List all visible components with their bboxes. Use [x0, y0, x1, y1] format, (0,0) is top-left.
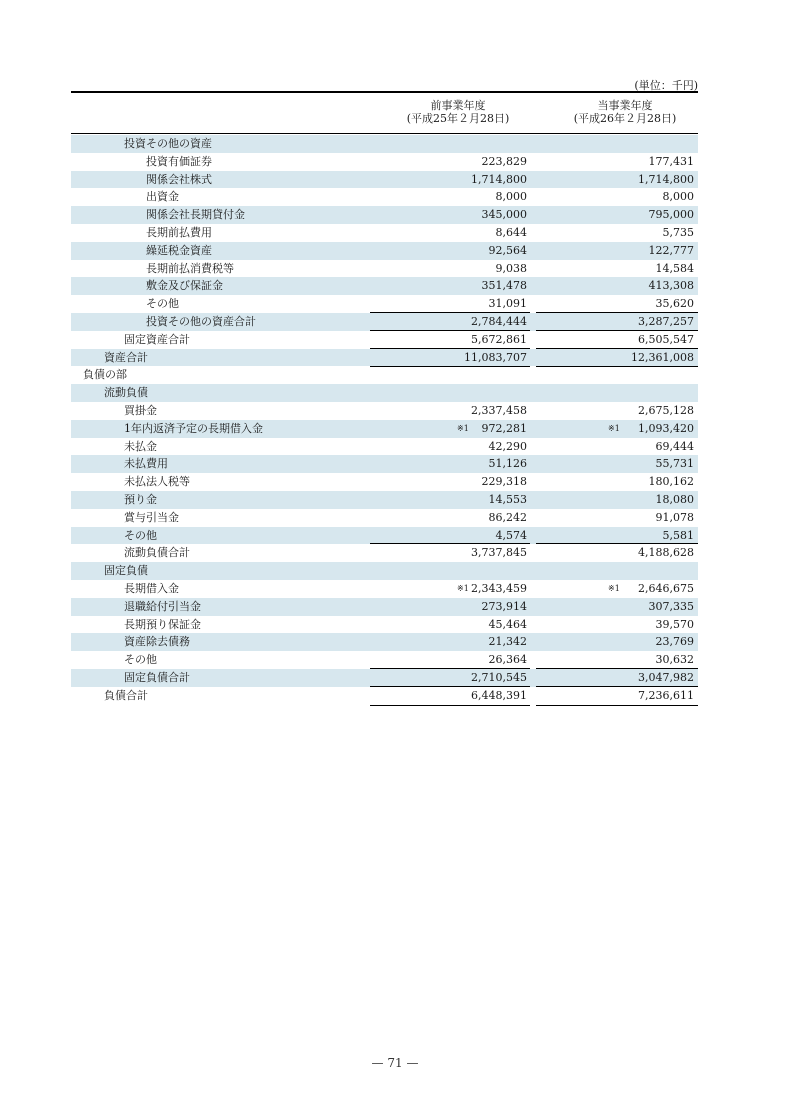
- row-label: 関係会社株式: [146, 172, 212, 186]
- row-label: 敷金及び保証金: [146, 279, 223, 293]
- row-label: 預り金: [124, 492, 157, 506]
- prior-year-value: 21,342: [488, 635, 527, 649]
- table-row: [71, 402, 698, 420]
- header-prior-year-title: 前事業年度: [430, 99, 486, 112]
- table-row: [71, 366, 698, 384]
- table-row: [71, 420, 698, 438]
- table-row: [71, 473, 698, 491]
- prior-year-value: 9,038: [495, 261, 527, 275]
- current-year-value: 2,646,675: [638, 581, 694, 595]
- prior-year-value: 972,281: [481, 421, 527, 435]
- prior-year-value: 86,242: [488, 510, 527, 524]
- table-row: [71, 544, 698, 562]
- current-year-value: 8,000: [662, 190, 694, 204]
- row-label: 固定資産合計: [124, 332, 190, 346]
- current-year-value: 7,236,611: [638, 688, 694, 702]
- row-label: 長期預り保証金: [124, 617, 201, 631]
- row-label: 関係会社長期貸付金: [146, 208, 245, 222]
- prior-year-value: 2,710,545: [471, 670, 527, 684]
- header-prior-year-date: (平成25年２月28日): [406, 112, 510, 125]
- prior-year-value: 229,318: [481, 475, 527, 489]
- header-bottom-rule: [71, 133, 698, 134]
- current-year-value: 12,361,008: [631, 350, 694, 364]
- current-year-value: 122,777: [648, 243, 694, 257]
- table-row: [71, 295, 698, 313]
- table-row: [71, 580, 698, 598]
- current-year-value: 91,078: [655, 510, 694, 524]
- header-current-year: [555, 99, 695, 125]
- footnote-marker: ※1: [457, 583, 469, 593]
- table-row: [71, 598, 698, 616]
- footnote-marker: ※1: [608, 423, 620, 433]
- current-year-value: 2,675,128: [638, 403, 694, 417]
- prior-year-value: 11,083,707: [464, 350, 527, 364]
- header-prior-year: [388, 99, 528, 125]
- prior-year-value: 273,914: [481, 599, 527, 613]
- table-row: [71, 331, 698, 349]
- table-row: [71, 455, 698, 473]
- prior-year-value: 8,000: [495, 190, 527, 204]
- section-label: 流動負債: [104, 386, 148, 400]
- table-row: [71, 509, 698, 527]
- row-label: 固定負債合計: [124, 670, 190, 684]
- prior-year-value: 14,553: [488, 492, 527, 506]
- row-label: 投資その他の資産: [124, 137, 212, 150]
- current-year-value: 795,000: [648, 208, 694, 222]
- footnote-marker: ※1: [608, 583, 620, 593]
- prior-year-value: 45,464: [488, 617, 527, 631]
- prior-year-value: 42,290: [488, 439, 527, 453]
- prior-year-value: 345,000: [481, 208, 527, 222]
- current-year-value: 307,335: [648, 599, 694, 613]
- row-label: 長期借入金: [124, 581, 179, 595]
- prior-year-value: 2,343,459: [471, 581, 527, 595]
- table-row: [71, 562, 698, 580]
- current-year-value: 3,047,982: [638, 670, 694, 684]
- prior-year-value: 6,448,391: [471, 688, 527, 702]
- table-row: [71, 135, 698, 153]
- current-year-value: 6,505,547: [638, 332, 694, 346]
- current-year-value: 18,080: [655, 492, 694, 506]
- row-label: 1年内返済予定の長期借入金: [124, 421, 263, 435]
- table-row: [71, 651, 698, 669]
- current-year-value: 39,570: [655, 617, 694, 631]
- page-number: — 71 —: [371, 1056, 419, 1070]
- row-label: 長期前払費用: [146, 225, 212, 239]
- prior-year-value: 92,564: [488, 243, 527, 257]
- row-label: 流動負債合計: [124, 546, 190, 560]
- row-label: その他: [146, 297, 179, 311]
- row-label: 投資その他の資産合計: [146, 314, 256, 328]
- header-current-year-title: 当事業年度: [597, 99, 653, 112]
- current-year-value: 5,735: [662, 225, 694, 239]
- row-label: 賞与引当金: [124, 510, 179, 524]
- section-label: 固定負債: [104, 564, 148, 578]
- current-year-value: 23,769: [655, 635, 694, 649]
- table-row: [71, 188, 698, 206]
- table-row: [71, 313, 698, 331]
- current-year-value: 55,731: [655, 457, 694, 471]
- current-year-value: 5,581: [662, 528, 694, 542]
- table-top-rule: [71, 91, 698, 93]
- row-label: 未払金: [124, 439, 157, 453]
- table-row: [71, 527, 698, 545]
- table-row: [71, 242, 698, 260]
- prior-year-value: 5,672,861: [471, 332, 527, 346]
- footnote-marker: ※1: [457, 423, 469, 433]
- current-year-value: 413,308: [648, 279, 694, 293]
- row-label: 未払費用: [124, 457, 168, 471]
- row-label: その他: [124, 528, 157, 542]
- table-row: [71, 224, 698, 242]
- row-label: 資産合計: [104, 350, 148, 364]
- row-label: 出資金: [146, 190, 179, 204]
- prior-year-value: 3,737,845: [471, 546, 527, 560]
- current-year-value: 35,620: [655, 297, 694, 311]
- table-row: [71, 491, 698, 509]
- current-year-value: 4,188,628: [638, 546, 694, 560]
- prior-year-value: 2,337,458: [471, 403, 527, 417]
- row-label: 繰延税金資産: [146, 243, 212, 257]
- total-rule: [370, 705, 530, 706]
- row-label: 投資有価証券: [146, 154, 212, 168]
- row-label: 退職給付引当金: [124, 599, 201, 613]
- table-row: [71, 616, 698, 634]
- table-row: [71, 384, 698, 402]
- row-label: 負債合計: [104, 688, 148, 702]
- row-label: その他: [124, 653, 157, 667]
- current-year-value: 14,584: [655, 261, 694, 275]
- table-row: [71, 260, 698, 278]
- current-year-value: 177,431: [648, 154, 694, 168]
- table-row: [71, 153, 698, 171]
- current-year-value: 3,287,257: [638, 314, 694, 328]
- prior-year-value: 351,478: [481, 279, 527, 293]
- section-label: 負債の部: [83, 368, 127, 382]
- row-label: 買掛金: [124, 403, 157, 417]
- prior-year-value: 51,126: [488, 457, 527, 471]
- prior-year-value: 8,644: [495, 225, 527, 239]
- total-rule: [536, 705, 698, 706]
- balance-sheet-table: [71, 135, 698, 705]
- prior-year-value: 223,829: [481, 154, 527, 168]
- current-year-value: 30,632: [655, 653, 694, 667]
- table-row: [71, 687, 698, 705]
- table-row: [71, 438, 698, 456]
- current-year-value: 1,714,800: [638, 172, 694, 186]
- row-label: 未払法人税等: [124, 475, 190, 489]
- current-year-value: 180,162: [648, 475, 694, 489]
- prior-year-value: 31,091: [488, 297, 527, 311]
- table-row: [71, 633, 698, 651]
- current-year-value: 1,093,420: [638, 421, 694, 435]
- prior-year-value: 26,364: [488, 653, 527, 667]
- row-label: 長期前払消費税等: [146, 261, 234, 275]
- table-row: [71, 171, 698, 189]
- row-label: 資産除去債務: [124, 635, 190, 649]
- prior-year-value: 1,714,800: [471, 172, 527, 186]
- current-year-value: 69,444: [655, 439, 694, 453]
- table-row: [71, 669, 698, 687]
- prior-year-value: 4,574: [495, 528, 527, 542]
- table-row: [71, 349, 698, 367]
- header-current-year-date: (平成26年２月28日): [573, 112, 677, 125]
- prior-year-value: 2,784,444: [471, 314, 527, 328]
- table-row: [71, 277, 698, 295]
- unit-label: (単位：千円): [634, 79, 698, 92]
- table-row: [71, 206, 698, 224]
